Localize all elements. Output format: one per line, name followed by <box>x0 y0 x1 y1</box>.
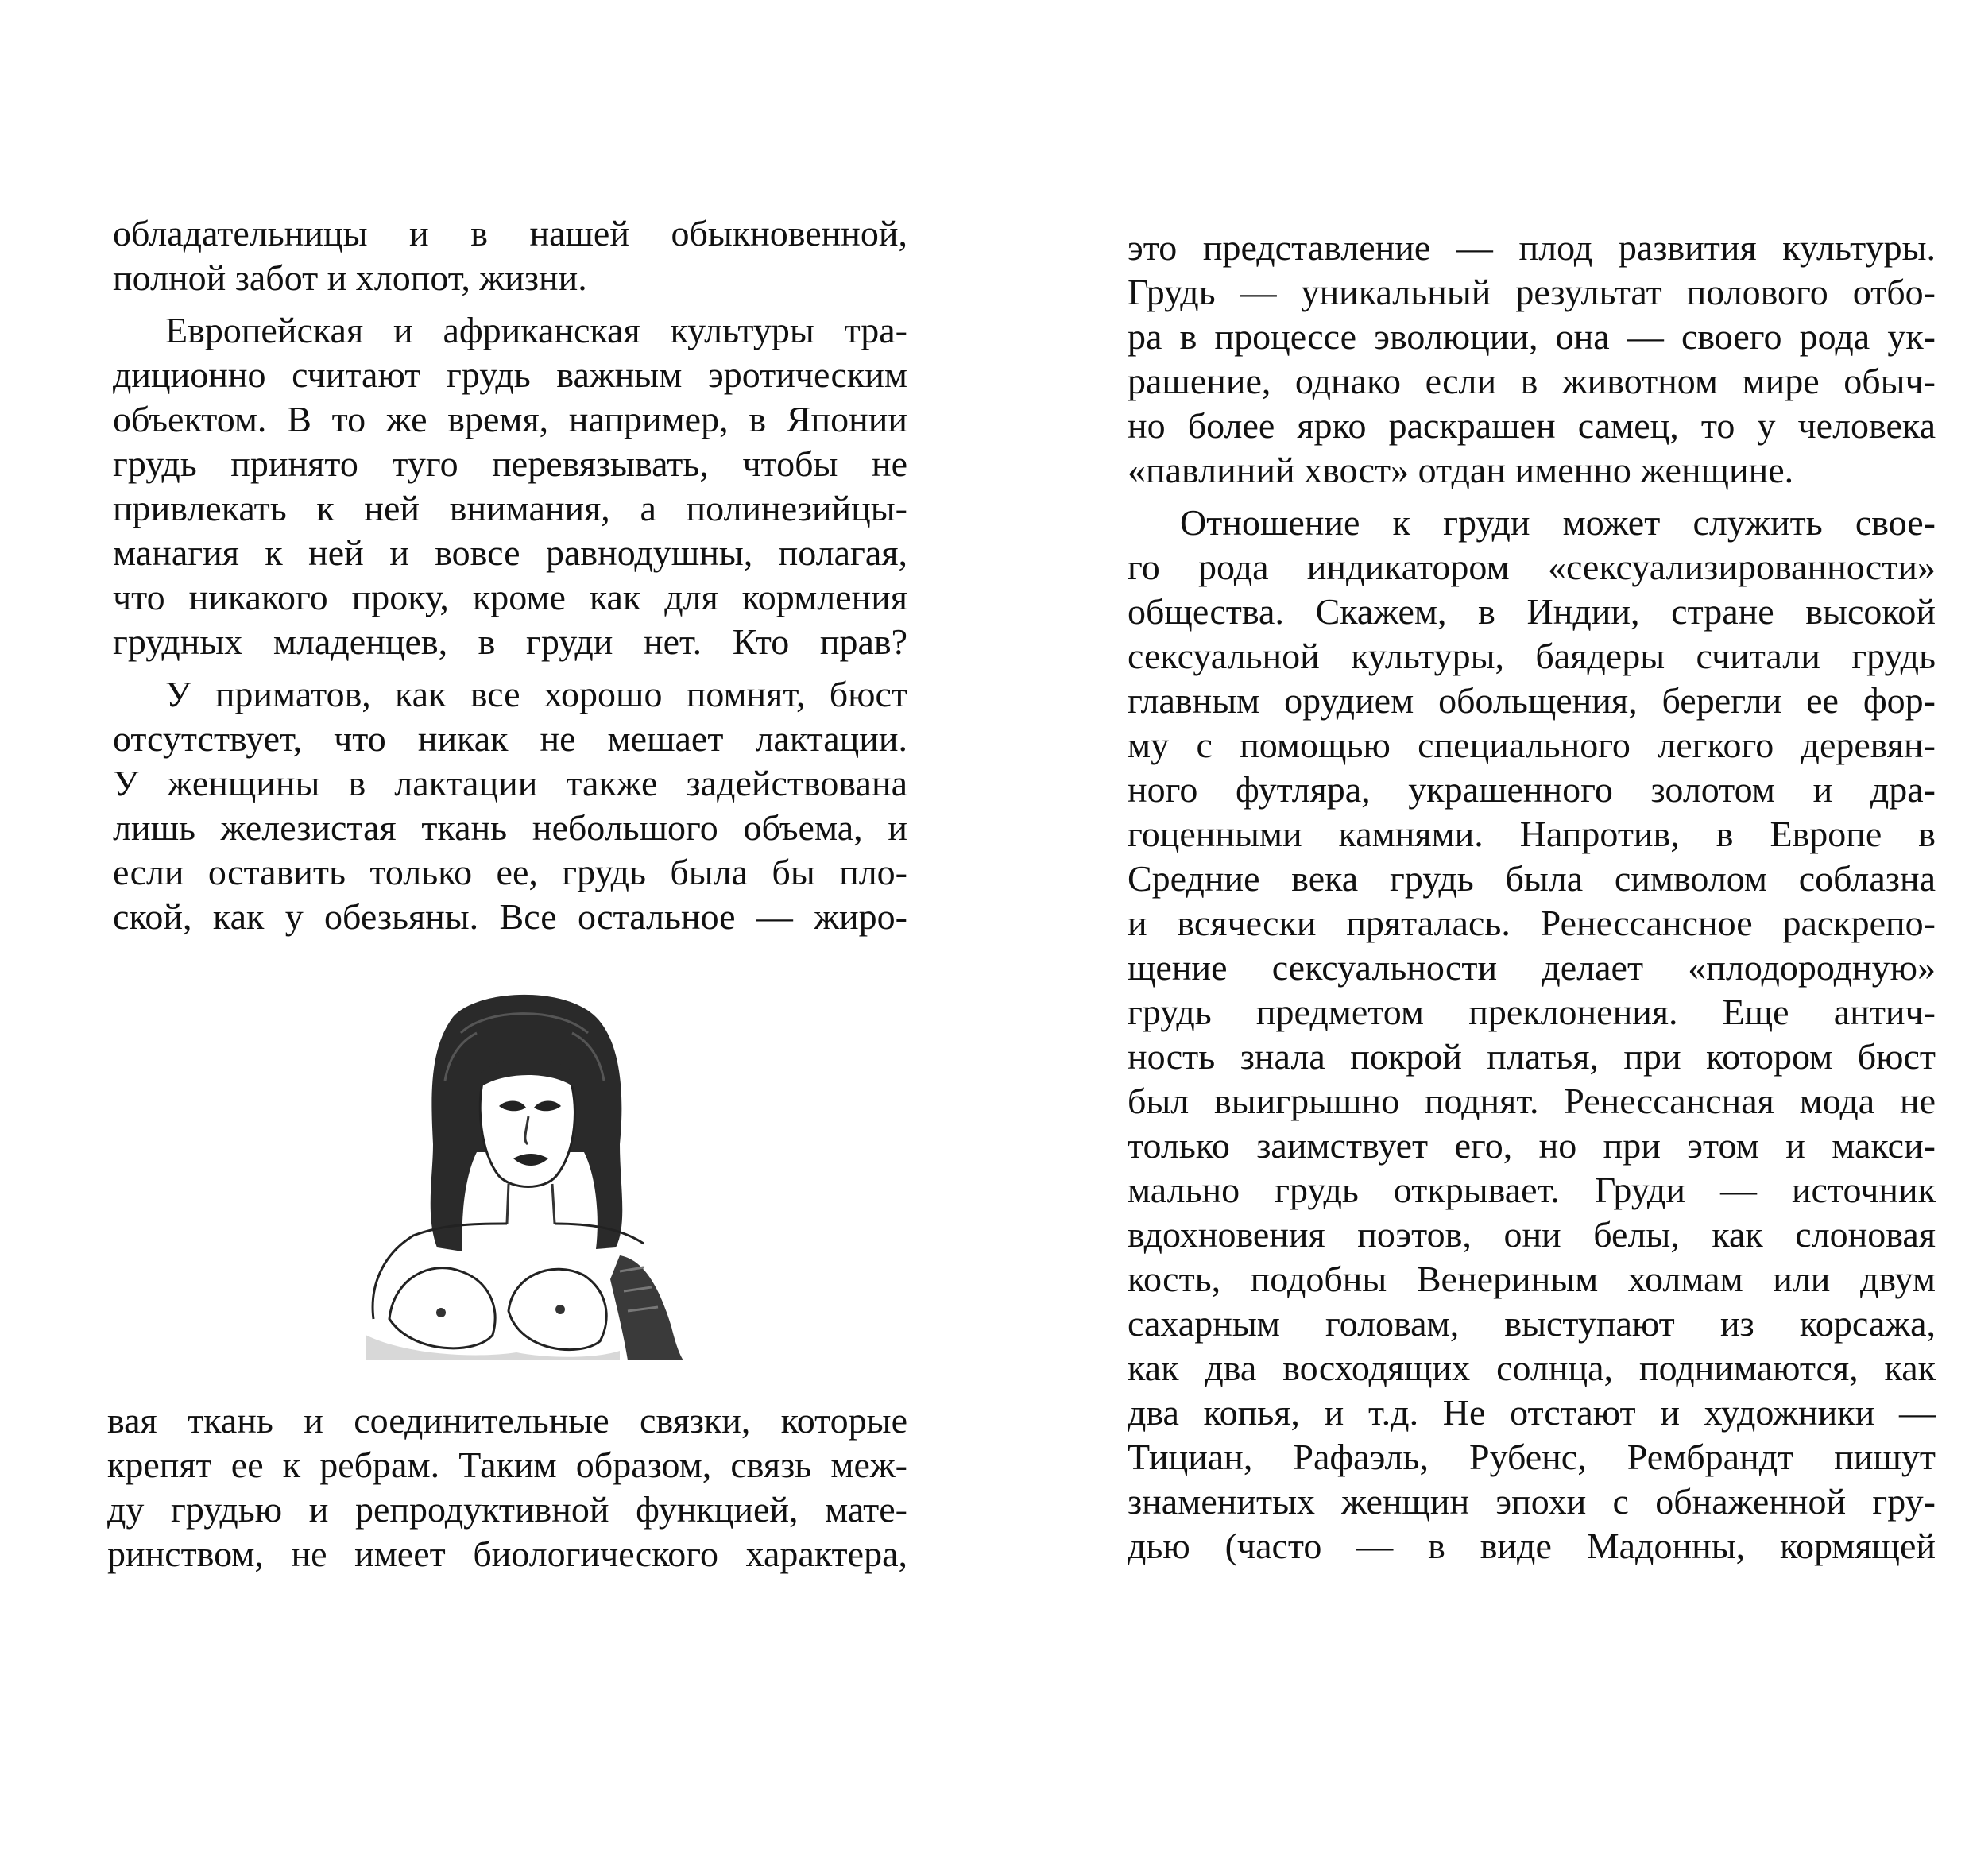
text-line: но более ярко раскрашен самец, то у человека <box>1128 405 1936 446</box>
text-line: ринством, не имеет биологического характера, <box>107 1534 907 1574</box>
text-line: лишь железистая ткань небольшого объема, и <box>113 807 907 848</box>
text-line: У женщины в лактации также задействована <box>113 763 907 803</box>
text-line: был выигрышно поднят. Ренессансная мода не <box>1128 1081 1936 1121</box>
text-line: ра в процессе эволюции, она — своего рода ук- <box>1128 316 1936 357</box>
text-line: Средние века грудь была символом соблазна <box>1128 858 1936 899</box>
text-line: щение сексуальности делает «плодородную» <box>1128 947 1936 988</box>
text-line: вая ткань и соединительные связки, которые <box>107 1400 907 1441</box>
text-line: дью (часто — в виде Мадонны, кормящей <box>1128 1526 1936 1566</box>
left-page <box>0 0 984 1876</box>
text-line: знаменитых женщин эпохи с обнаженной гру- <box>1128 1481 1936 1522</box>
text-line: «павлиний хвост» отдан именно женщине. <box>1128 450 1794 490</box>
left-page-top-text <box>113 211 907 939</box>
text-line: что никакого проку, кроме как для кормления <box>113 577 907 617</box>
text-line: диционно считают грудь важным эротическим <box>113 354 907 395</box>
text-line: грудь предметом преклонения. Еще антич- <box>1128 992 1936 1032</box>
text-line: отсутствует, что никак не мешает лактации. <box>113 718 907 759</box>
text-line: мально грудь открывает. Груди — источник <box>1128 1170 1936 1210</box>
text-line: Тициан, Рафаэль, Рубенс, Рембрандт пишут <box>1128 1437 1936 1477</box>
text-line: только заимствует его, но при этом и макси- <box>1128 1125 1936 1166</box>
woman-portrait-sketch-icon <box>358 985 691 1360</box>
text-line: обладательницы и в нашей обыкновенной, <box>113 213 907 253</box>
text-line: манагия к ней и вовсе равнодушны, полагая, <box>113 532 907 573</box>
text-line: и всячески пряталась. Ренессансное раскрепо- <box>1128 903 1936 943</box>
text-line: полной забот и хлопот, жизни. <box>113 257 587 298</box>
text-line: привлекать к ней внимания, а полинезийцы- <box>113 488 907 528</box>
text-line: вдохновения поэтов, они белы, как слоновая <box>1128 1214 1936 1255</box>
text-line: сексуальной культуры, баядеры считали грудь <box>1128 636 1936 676</box>
text-line: грудь принято туго перевязывать, чтобы не <box>113 443 907 484</box>
right-page <box>984 0 1969 1876</box>
text-line: общества. Скажем, в Индии, стране высокой <box>1128 591 1936 632</box>
paragraph-first-line: У приматов, как все хорошо помнят, бюст <box>165 674 907 714</box>
paragraph-first-line: Европейская и африканская культуры тра- <box>165 310 907 350</box>
text-line: два копья, и т.д. Не отстают и художники — <box>1128 1392 1936 1433</box>
text-line: Грудь — уникальный результат полового отбо- <box>1128 272 1936 312</box>
right-page-text <box>1128 226 1936 1568</box>
text-line: сахарным головам, выступают из корсажа, <box>1128 1303 1936 1344</box>
text-line: объектом. В то же время, например, в Японии <box>113 399 907 439</box>
text-line: кость, подобны Венериным холмам или двум <box>1128 1259 1936 1299</box>
text-line: это представление — плод развития культуры. <box>1128 227 1936 268</box>
text-line: крепят ее к ребрам. Таким образом, связь меж- <box>107 1445 907 1485</box>
text-line: ду грудью и репродуктивной функцией, мате- <box>107 1489 907 1530</box>
text-line: ного футляра, украшенного золотом и дра- <box>1128 769 1936 810</box>
left-page-bottom-text <box>107 1398 907 1576</box>
text-line: главным орудием обольщения, берегли ее фор- <box>1128 680 1936 721</box>
text-line: если оставить только ее, грудь была бы пло- <box>113 852 907 892</box>
text-line: рашение, однако если в животном мире обыч- <box>1128 361 1936 401</box>
text-line: гоценными камнями. Напротив, в Европе в <box>1128 814 1936 854</box>
paragraph-first-line: Отношение к груди может служить свое- <box>1180 502 1936 543</box>
text-line: му с помощью специального легкого деревян- <box>1128 725 1936 765</box>
text-line: ность знала покрой платья, при котором бюст <box>1128 1036 1936 1077</box>
text-line: ской, как у обезьяны. Все остальное — жиро- <box>113 896 907 937</box>
text-line: как два восходящих солнца, поднимаются, как <box>1128 1348 1936 1388</box>
text-line: го рода индикатором «сексуализированности» <box>1128 547 1936 587</box>
text-line: грудных младенцев, в груди нет. Кто прав? <box>113 621 907 662</box>
